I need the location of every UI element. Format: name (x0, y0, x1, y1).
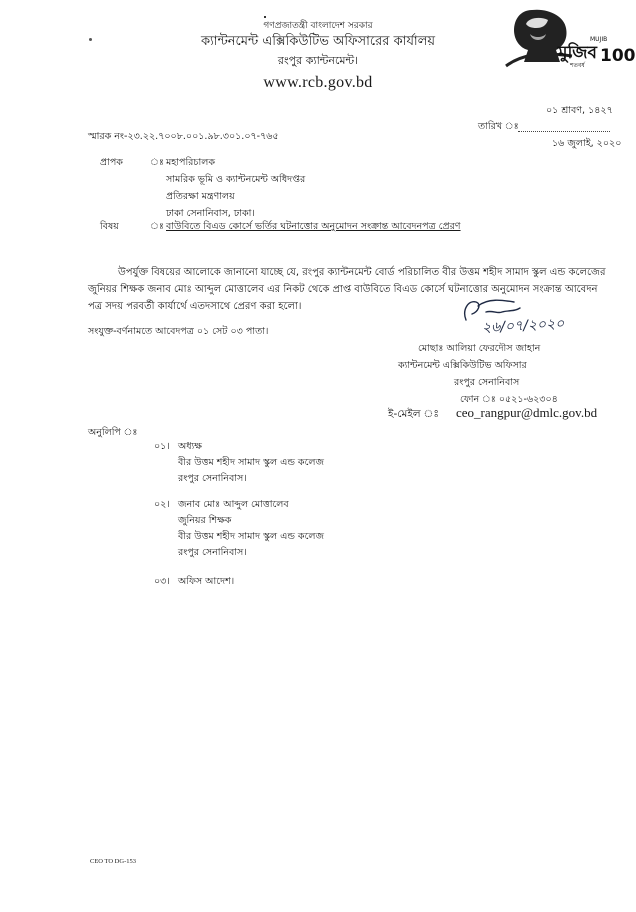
copies-label: অনুলিপি ঃ (88, 427, 138, 438)
recipient-line: ঢাকা সেনানিবাস, ঢাকা। (166, 208, 255, 219)
body-paragraph: উপর্যুক্ত বিষয়ের আলোকে জানানো যাচ্ছে যে, রংপুর ক্যান্টনমেন্ট বোর্ড পরিচালিত বীর উত্তম শহীদ সামাদ স্কুল এন্ড কলেজের জুনিয়র শিক্ষক জনাব মোঃ আব্দুল মোত্তালেব এর নিকট থেকে প্রাপ্ত বাউবিতে বিএড কোর্সে ঘটনাত্তোর অনুমোদন সংক্রান্ত আবেদন পত্র সদয় পরবর্তী কার্যার্থে এতদসাথে প্রেরণ করা হলো। (88, 267, 606, 312)
copy-line: রংপুর সেনানিবাস। (178, 547, 247, 558)
copy-line: বীর উত্তম শহীদ সামাদ স্কুল এন্ড কলেজ (178, 531, 324, 542)
footer-code: CEO TO DG-153 (90, 858, 136, 865)
logo-mujib-bangla: মুজিব (558, 43, 597, 63)
copy-line: জুনিয়র শিক্ষক (178, 515, 232, 526)
logo-mujib-english: MUJIB (590, 36, 608, 43)
date-divider (518, 131, 610, 132)
copy-line: বীর উত্তম শহীদ সামাদ স্কুল এন্ড কলেজ (178, 457, 324, 468)
memo-number: স্মারক নং-২৩.২২.৭০০৮.০০১.৯৮.৩০১.০৭-৭৬৫ (88, 131, 279, 142)
scan-speck (89, 38, 92, 41)
recipient-line: সামরিক ভূমি ও ক্যান্টনমেন্ট অধিদপ্তর (166, 174, 306, 185)
logo-shatabarsha: শতবর্ষ (570, 62, 585, 69)
copy-line: অধ্যক্ষ (178, 441, 203, 452)
copy-number: ০২। (154, 499, 170, 510)
date-bangla: ০১ শ্রাবণ, ১৪২৭ (546, 105, 613, 116)
date-english: ১৬ জুলাই, ২০২০ (552, 138, 622, 149)
signature-date: ২৬/০৭/২০২০ (481, 315, 565, 337)
signatory-phone: ফোন ঃ ০৫২১-৬২৩০৪ (460, 394, 558, 405)
recipient-label: প্রাপক (100, 157, 123, 168)
subject-separator: ঃ (150, 221, 164, 232)
website-link[interactable]: www.rcb.gov.bd (263, 74, 373, 91)
copy-line: রংপুর সেনানিবাস। (178, 473, 247, 484)
signatory-location: রংপুর সেনানিবাস (454, 377, 520, 388)
enclosure-note: সংযুক্ত-বর্ণনামতে আবেদপত্র ০১ সেট ০৩ পাতা। (88, 326, 269, 337)
subject-label: বিষয় (100, 221, 119, 232)
cantonment-title: রংপুর ক্যান্টনমেন্ট। (277, 54, 359, 67)
mujib-100-logo (502, 4, 636, 70)
copy-line: অফিস আদেশ। (178, 576, 235, 587)
email-label: ই-মেইল ঃ (388, 408, 439, 420)
office-title: ক্যান্টনমেন্ট এক্সিকিউটিভ অফিসারের কার্যালয় (200, 34, 436, 49)
date-label: তারিখ ঃ (478, 121, 519, 132)
logo-100: 100 (600, 46, 636, 66)
signatory-designation: ক্যান্টনমেন্ট এক্সিকিউটিভ অফিসার (398, 360, 527, 371)
email-link[interactable]: ceo_rangpur@dmlc.gov.bd (456, 405, 598, 420)
signatory-name: মোছাঃ আলিয়া ফেরদৌস জাহান (418, 343, 541, 354)
recipient-line: মহাপরিচালক (166, 157, 216, 168)
recipient-separator: ঃ (150, 157, 164, 168)
scan-speck (264, 16, 266, 18)
copy-number: ০১। (154, 441, 170, 452)
recipient-line: প্রতিরক্ষা মন্ত্রণালয় (166, 191, 235, 202)
subject-text: বাউবিতে বিএড কোর্সে ভর্তির ঘটনাত্তোর অনুমোদন সংক্রান্ত আবেদনপত্র প্রেরণ (166, 221, 461, 232)
copy-number: ০৩। (154, 576, 170, 587)
government-title: গণপ্রজাতন্ত্রী বাংলাদেশ সরকার (263, 21, 373, 31)
copy-line: জনাব মোঃ আব্দুল মোত্তালেব (178, 499, 289, 510)
